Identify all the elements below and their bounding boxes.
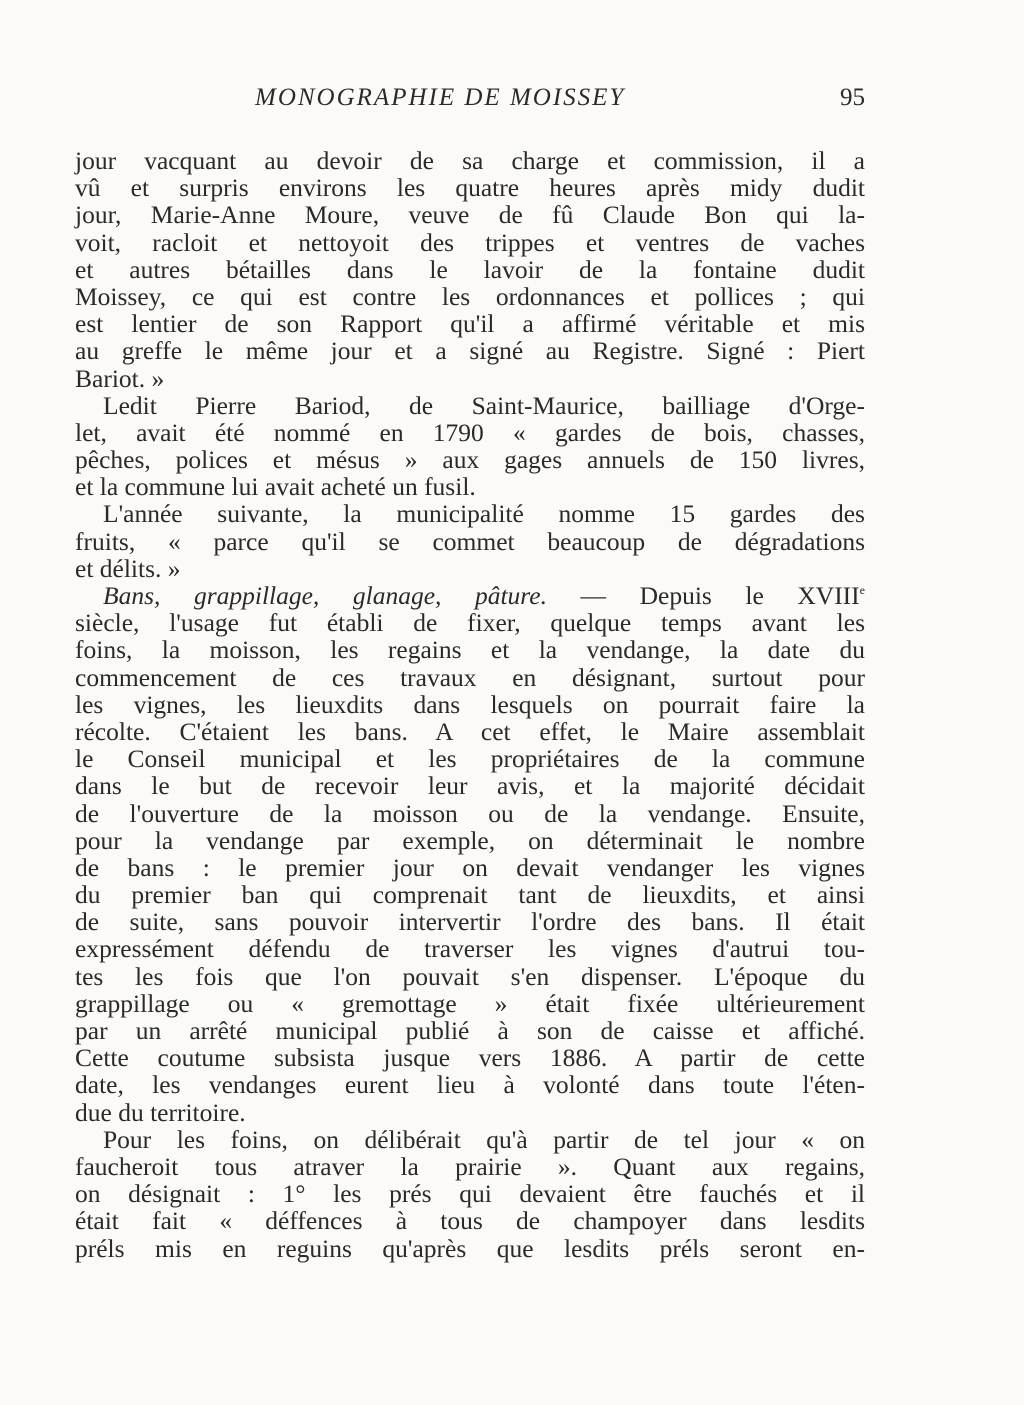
- text-line: par un arrêté municipal publié à son de caisse et affiché.: [75, 1016, 865, 1045]
- text-line: le Conseil municipal et les propriétaires de la commune: [75, 744, 865, 774]
- text-line: de bans : le premier jour on devait vendanger les vignes: [75, 852, 865, 882]
- text-line: faucheroit tous atraver la prairie ». Quant aux regains,: [75, 1151, 865, 1181]
- text-line: due du territoire.: [75, 1097, 246, 1127]
- text-line: et délits. »: [75, 553, 181, 583]
- text-line: Cette coutume subsista jusque vers 1886. A partir de cette: [75, 1043, 865, 1073]
- text-line: pêches, polices et mésus » aux gages annuels de 150 livres,: [75, 445, 865, 475]
- paragraph-3: [75, 500, 865, 582]
- text-line: Bariot. »: [75, 363, 165, 393]
- paragraph-5: [75, 1126, 865, 1262]
- text-line: Pour les foins, on délibérait qu'à partir de tel jour « on: [103, 1124, 865, 1154]
- paragraph-1: [75, 147, 865, 392]
- paragraph-4: [75, 582, 865, 1126]
- text-line: on désignait : 1° les prés qui devaient être fauchés et il: [75, 1179, 865, 1209]
- body-text: [75, 147, 865, 1262]
- section-heading: Bans, grappillage, glanage, pâture.: [103, 581, 547, 610]
- text-line: expressément défendu de traverser les vignes d'autrui tou-: [75, 934, 865, 964]
- text-line: du premier ban qui comprenait tant de lieuxdits, et ainsi: [75, 880, 865, 910]
- running-title: MONOGRAPHIE DE MOISSEY: [255, 84, 626, 111]
- text-line: let, avait été nommé en 1790 « gardes de bois, chasses,: [75, 417, 865, 447]
- text-line: fruits, « parce qu'il se commet beaucoup de dégradations: [75, 526, 865, 556]
- text-line: et la commune lui avait acheté un fusil.: [75, 472, 476, 502]
- text-line: pour la vendange par exemple, on déterminait le nombre: [75, 825, 865, 855]
- text-line: et autres bétailles dans le lavoir de la fontaine dudit: [75, 254, 865, 284]
- text-line: préls mis en reguins qu'après que lesdits préls seront en-: [75, 1233, 865, 1263]
- text-line: Moissey, ce qui est contre les ordonnances et pollices ; qui: [75, 281, 865, 311]
- section-heading-line: [75, 582, 865, 609]
- text-line: foins, la moisson, les regains et la vendange, la date du: [75, 635, 865, 665]
- text-line: vû et surpris environs les quatre heures après midy dudit: [75, 173, 865, 203]
- text-line: de l'ouverture de la moisson ou de la vendange. Ensuite,: [75, 798, 865, 828]
- text-line: tes les fois que l'on pouvait s'en dispenser. L'époque du: [75, 961, 865, 991]
- heading-continuation: — Depuis le XVIII: [546, 581, 860, 610]
- text-line: grappillage ou « gremottage » était fixée ultérieurement: [75, 988, 865, 1018]
- paragraph-2: [75, 392, 865, 501]
- text-line: commencement de ces travaux en désignant, surtout pour: [75, 662, 865, 692]
- text-line: était fait « déffences à tous de champoyer dans lesdits: [75, 1206, 865, 1236]
- text-line: est lentier de son Rapport qu'il a affirmé véritable et mis: [75, 309, 865, 339]
- text-line: récolte. C'étaient les bans. A cet effet, le Maire assemblait: [75, 716, 865, 746]
- text-line: jour, Marie-Anne Moure, veuve de fû Claude Bon qui la-: [75, 200, 865, 230]
- text-line: jour vacquant au devoir de sa charge et commission, il a: [75, 146, 865, 175]
- text-line: date, les vendanges eurent lieu à volonté dans toute l'éten-: [75, 1070, 865, 1100]
- page-number: 95: [840, 84, 865, 111]
- text-line: L'année suivante, la municipalité nomme 15 gardes des: [103, 499, 865, 529]
- century-superscript: e: [859, 583, 865, 597]
- text-line: voit, racloit et nettoyoit des trippes et ventres de vaches: [75, 227, 865, 257]
- text-line: de suite, sans pouvoir intervertir l'ordre des bans. Il était: [75, 907, 865, 937]
- running-header: [75, 84, 865, 124]
- text-line: dans le but de recevoir leur avis, et la majorité décidait: [75, 771, 865, 801]
- text-line: Ledit Pierre Bariod, de Saint-Maurice, bailliage d'Orge-: [103, 390, 865, 420]
- text-line: siècle, l'usage fut établi de fixer, quelque temps avant les: [75, 608, 865, 638]
- text-line: les vignes, les lieuxdits dans lesquels on pourrait faire la: [75, 689, 865, 719]
- text-line: au greffe le même jour et a signé au Registre. Signé : Piert: [75, 336, 865, 366]
